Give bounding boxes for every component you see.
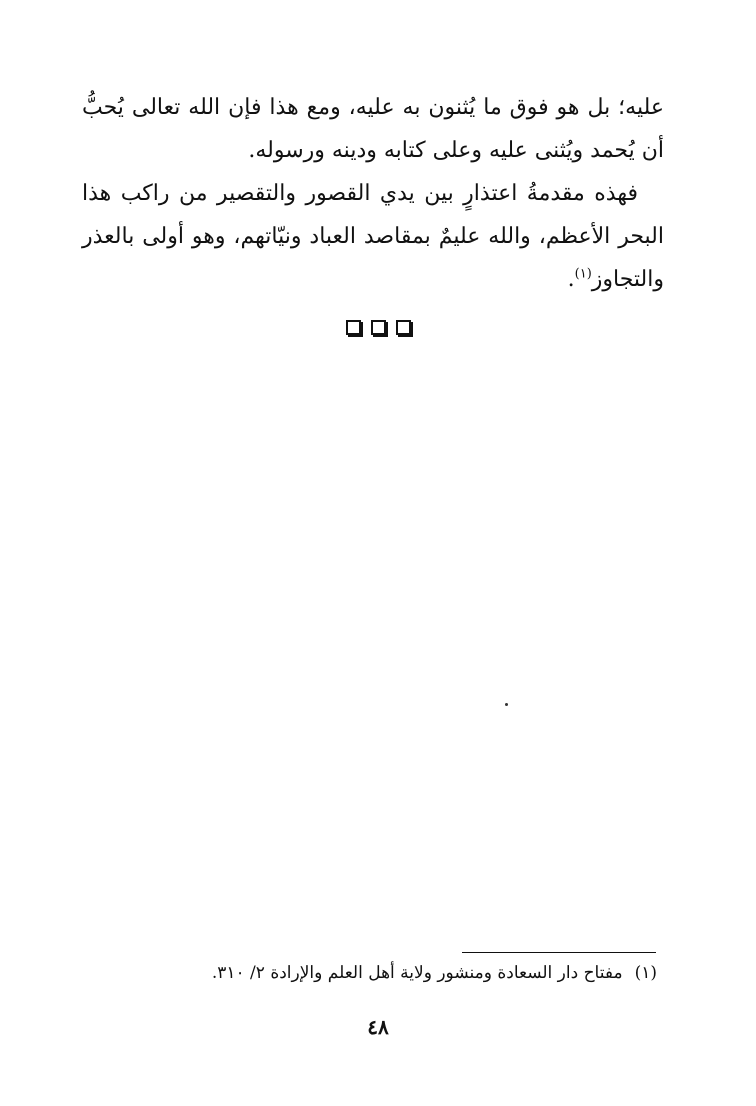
section-separator: [0, 320, 756, 339]
square-ornament-icon: [396, 320, 411, 335]
footnote: [82, 958, 657, 988]
paragraph-2-end: .: [567, 267, 575, 292]
main-text: [82, 86, 664, 301]
footnote-divider: [462, 952, 656, 953]
footnote-number: (١): [634, 963, 657, 983]
page-number: ٤٨: [367, 1015, 389, 1039]
footnote-text: مفتاح دار السعادة ومنشور ولاية أهل العلم والإرادة ٢/ ٣١٠.: [211, 963, 623, 983]
paragraph-2: [82, 172, 664, 301]
square-ornament-icon: [346, 320, 361, 335]
square-ornament-icon: [371, 320, 386, 335]
paragraph-1: عليه؛ بل هو فوق ما يُثنون به عليه، ومع هذا فإن الله تعالى يُحبُّ أن يُحمد ويُثنى عليه وعلى كتابه ودينه ورسوله.: [82, 95, 664, 163]
paragraph-2-text: فهذه مقدمةُ اعتذارٍ بين يدي القصور والتقصير من راكب هذا البحر الأعظم، والله عليمٌ بمقاصد العباد ونيّاتهم، وهو أولى بالعذر والتجاوز: [82, 181, 664, 292]
footnote-reference[interactable]: (١): [574, 266, 592, 282]
stray-dot: [505, 703, 508, 706]
